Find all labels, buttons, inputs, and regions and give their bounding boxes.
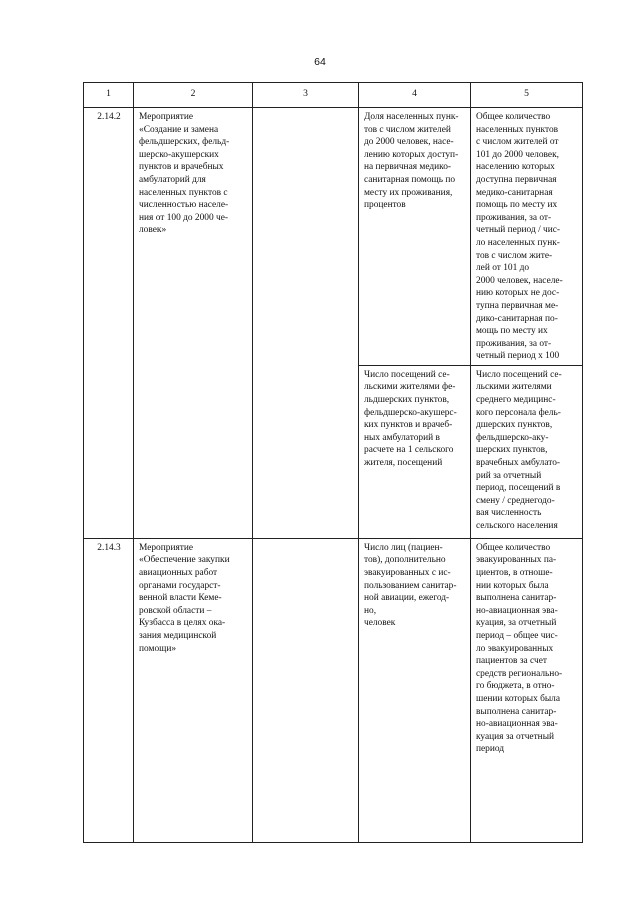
- measure-cell: [134, 538, 253, 842]
- indicator-name-text: Доля населенных пунк- тов с числом жителей до 2000 человек, насе- лению которых доступ- на первичная медико- санитарная помощь по месту их проживания, процентов: [364, 112, 459, 211]
- item-number: 2.14.2: [97, 112, 121, 122]
- indicator-formula-text: Число посещений се- льскими жителями среднего медицинс- кого персонала фель- дшерских пунктов, фельдшерско-аку- шерских пунктов, врачебных амбулато- рий за отчетный период, посещений в смену / среднегодо- вая численность сельского населения: [476, 369, 562, 531]
- page-number: 64: [314, 56, 326, 68]
- table-header-row: [84, 83, 583, 108]
- measure-text: Мероприятие «Создание и замена фельдшерских, фельд- шерско-акушерских пунктов и врачебных амбулаторий для населенных пунктов с численностью населе- ния от 100 до 2000 че- ловек»: [139, 112, 230, 236]
- indicator-formula-cell: [471, 365, 583, 538]
- indicator-name-cell: [359, 108, 471, 366]
- empty-cell: [253, 538, 359, 842]
- column-header-2: 2: [134, 83, 253, 108]
- indicator-formula-cell: [471, 538, 583, 842]
- indicator-formula-text: Общее количество населенных пунктов с числом жителей от 101 до 2000 человек, населению которых доступна первичная медико-санитарная помощь по месту их проживания, за от- четный период / чис- ло населенных пунк- тов с числом жите- лей от 101 до 2000 человек, населе- нию которых не дос- тупна первичная ме- дико-санитарная по- мощь по месту их проживания, за от- четный период x 100: [476, 112, 563, 362]
- indicator-name-cell: [359, 538, 471, 842]
- column-header-1: 1: [84, 83, 134, 108]
- indicator-formula-cell: [471, 108, 583, 366]
- indicator-formula-text: Общее количество эвакуированных па- циентов, в отноше- нии которых была выполнена санитар- но-авиационная эва- куация, за отчетный период – общее чис- ло эвакуированных пациентов за счет средств регионально- го бюджета, в отно- шении которых была выполнена санитар- но-авиационная эва- куация за отчетный период: [476, 542, 563, 755]
- indicator-name-cell: [359, 365, 471, 538]
- column-header-3: 3: [253, 83, 359, 108]
- measure-text: Мероприятие «Обеспечение закупки авиационных работ органами государст- венной власти Кеме- ровской области – Кузбасса в целях ока- зания медицинской помощи»: [139, 542, 230, 654]
- table-row: [84, 538, 583, 842]
- item-number-cell: [84, 108, 134, 539]
- item-number-cell: [84, 538, 134, 842]
- empty-cell: [253, 108, 359, 539]
- column-header-5: 5: [471, 83, 583, 108]
- indicators-table: [83, 82, 583, 843]
- table-row: [84, 108, 583, 366]
- item-number: 2.14.3: [97, 542, 121, 553]
- indicator-name-text: Число лиц (пациен- тов), дополнительно эвакуированных с ис- пользованием санитар- ной авиации, ежегод- но, человек: [364, 542, 457, 629]
- measure-cell: [134, 108, 253, 539]
- indicator-name-text: Число посещений се- льскими жителями фе- льдшерских пунктов, фельдшерско-акушерс- ких пунктов и врачеб- ных амбулаторий в расчете на 1 сельского жителя, посещений: [364, 369, 457, 469]
- column-header-4: 4: [359, 83, 471, 108]
